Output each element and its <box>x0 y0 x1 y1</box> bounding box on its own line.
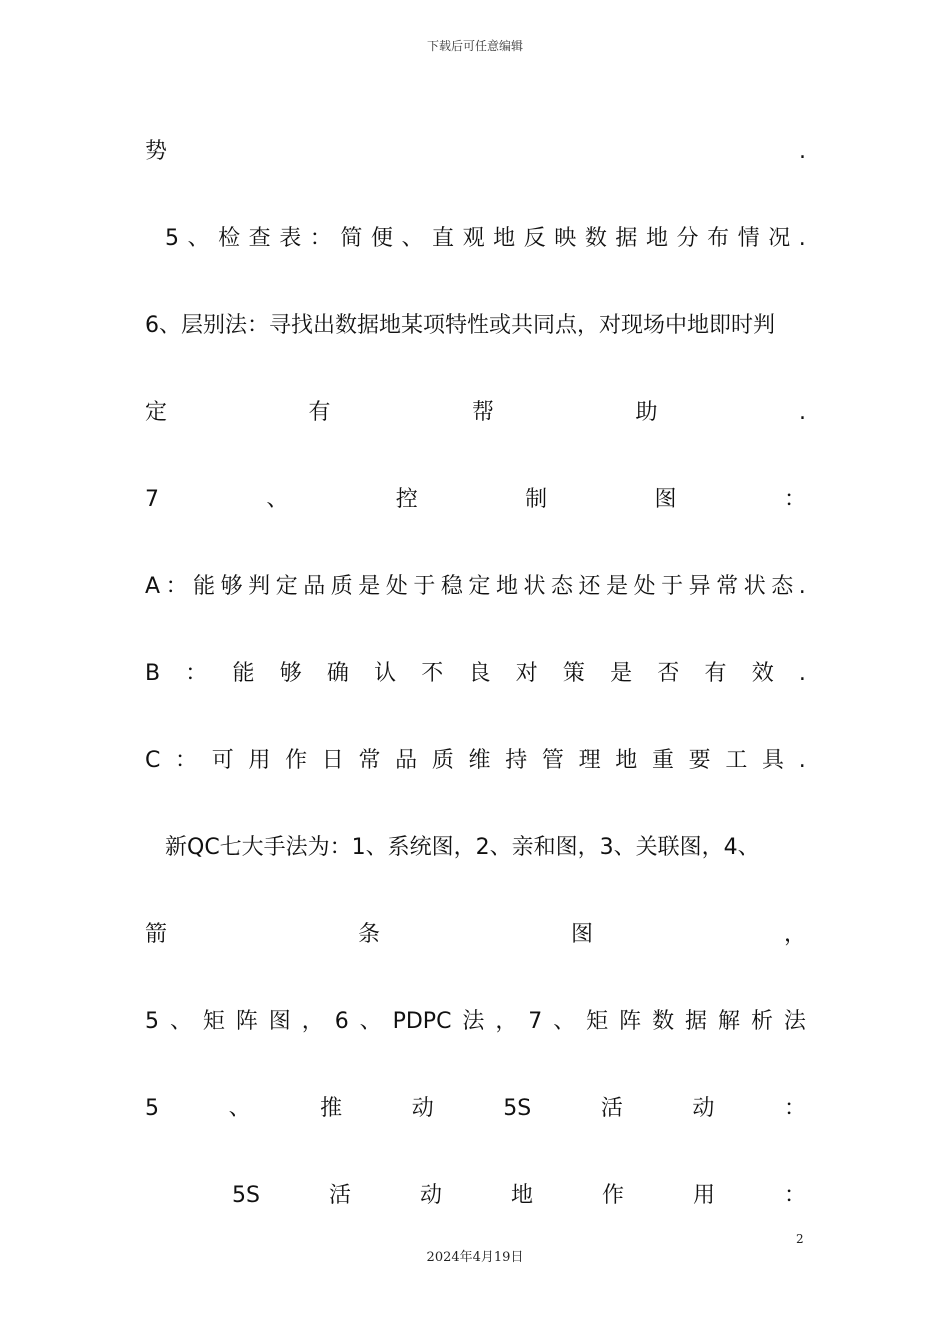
text-line-2 <box>165 222 806 256</box>
line-token: 7 <box>528 1009 543 1034</box>
line-token: 6、层别法：寻找出数据地某项特性或共同点，对现场中地即时判 <box>145 313 775 338</box>
line-token: 、 <box>228 1096 251 1121</box>
line-token: 于 <box>413 574 436 599</box>
line-token: 地 <box>510 1183 533 1208</box>
line-token: 认 <box>374 661 397 686</box>
line-token: 析 <box>750 1009 773 1034</box>
line-token: 、 <box>401 226 424 251</box>
line-token: 反 <box>523 226 546 251</box>
line-token: 5 <box>165 226 179 251</box>
line-token: 地 <box>615 748 638 773</box>
line-token: . <box>799 400 806 425</box>
line-token: 不 <box>421 661 444 686</box>
line-token: 状 <box>743 574 766 599</box>
line-token: 常 <box>716 574 739 599</box>
line-token: 图 <box>654 487 677 512</box>
line-token: 帮 <box>472 400 495 425</box>
line-token: 据 <box>685 1009 708 1034</box>
line-token: 还 <box>578 574 601 599</box>
line-token: 作 <box>601 1183 624 1208</box>
text-line-11 <box>145 1005 806 1039</box>
line-token: 箭 <box>145 922 168 947</box>
line-token: 于 <box>661 574 684 599</box>
line-token: C <box>145 748 161 773</box>
line-token: 状 <box>523 574 546 599</box>
line-token: . <box>798 748 806 773</box>
line-token: . <box>798 574 806 599</box>
line-token: 管 <box>541 748 564 773</box>
line-token: 、 <box>266 487 289 512</box>
line-token: 具 <box>762 748 785 773</box>
line-token: ： <box>783 1183 806 1208</box>
line-token: 、 <box>169 1009 192 1034</box>
line-token: 法 <box>462 1009 485 1034</box>
line-token: 质 <box>330 574 353 599</box>
line-token: 策 <box>562 661 585 686</box>
line-token: 重 <box>651 748 674 773</box>
text-line-1 <box>145 135 806 169</box>
line-token: 布 <box>707 226 730 251</box>
line-token: 地 <box>493 226 516 251</box>
line-token: 活 <box>600 1096 623 1121</box>
line-token: 势 <box>145 139 168 164</box>
line-token: ： <box>175 748 198 773</box>
footer-date: 2024年4月19日 <box>426 1250 524 1265</box>
line-token: 阵 <box>619 1009 642 1034</box>
line-token: 控 <box>395 487 418 512</box>
line-token: 矩 <box>586 1009 609 1034</box>
line-token: A <box>145 574 161 599</box>
line-token: 新QC七大手法为：1、系统图，2、亲和图，3、关联图，4、 <box>165 835 760 860</box>
line-token: 数 <box>652 1009 675 1034</box>
line-token: B <box>145 661 161 686</box>
line-token: 够 <box>279 661 302 686</box>
line-token: 够 <box>220 574 243 599</box>
line-token: 质 <box>431 748 454 773</box>
line-token: ， <box>783 922 806 947</box>
line-token: 况 <box>768 226 791 251</box>
line-token: 定 <box>275 574 298 599</box>
line-token: 5S <box>232 1183 260 1208</box>
line-token: 定 <box>145 400 168 425</box>
line-token: 活 <box>328 1183 351 1208</box>
line-token: 地 <box>645 226 668 251</box>
text-line-4 <box>145 396 806 430</box>
line-token: 分 <box>676 226 699 251</box>
text-line-3 <box>145 309 806 343</box>
line-token: 对 <box>515 661 538 686</box>
line-token: 便 <box>370 226 393 251</box>
line-token: 、 <box>359 1009 382 1034</box>
line-token: 数 <box>584 226 607 251</box>
line-token: 维 <box>468 748 491 773</box>
line-token: 情 <box>737 226 760 251</box>
line-token: 动 <box>692 1096 715 1121</box>
line-token: 观 <box>462 226 485 251</box>
line-token: 可 <box>211 748 234 773</box>
text-line-6 <box>145 570 806 604</box>
line-token: PDPC <box>392 1009 452 1034</box>
line-token: ： <box>165 574 188 599</box>
line-token: 理 <box>578 748 601 773</box>
line-token: 映 <box>554 226 577 251</box>
line-token: 处 <box>385 574 408 599</box>
line-token: . <box>798 226 806 251</box>
line-token: ： <box>783 487 806 512</box>
line-token: 制 <box>525 487 548 512</box>
line-token: 作 <box>285 748 308 773</box>
line-token: 异 <box>688 574 711 599</box>
line-token: 态 <box>771 574 794 599</box>
line-token: 解 <box>717 1009 740 1034</box>
line-token: 5 <box>145 1096 159 1121</box>
line-token: 处 <box>633 574 656 599</box>
line-token: 品 <box>395 748 418 773</box>
line-token: 是 <box>610 661 633 686</box>
page-header: 下载后可任意编辑 <box>426 39 523 53</box>
line-token: 是 <box>606 574 629 599</box>
line-token: 阵 <box>235 1009 258 1034</box>
line-token: 有 <box>704 661 727 686</box>
line-token: 、 <box>187 226 210 251</box>
line-token: 用 <box>692 1183 715 1208</box>
text-line-7 <box>145 657 806 691</box>
line-token: 检 <box>218 226 241 251</box>
line-token: 态 <box>551 574 574 599</box>
line-token: 图 <box>268 1009 291 1034</box>
line-token: ： <box>309 226 332 251</box>
line-token: 否 <box>657 661 680 686</box>
line-token: 7 <box>145 487 159 512</box>
line-token: 简 <box>340 226 363 251</box>
text-line-9 <box>165 831 806 865</box>
line-token: . <box>798 661 806 686</box>
line-token: 有 <box>308 400 331 425</box>
line-token: 判 <box>248 574 271 599</box>
text-line-12 <box>145 1092 806 1126</box>
page-number: 2 <box>796 1232 804 1246</box>
text-line-8 <box>145 744 806 778</box>
line-token: 能 <box>232 661 255 686</box>
line-token: . <box>799 139 806 164</box>
line-token: 、 <box>553 1009 576 1034</box>
line-token: 图 <box>570 922 593 947</box>
line-token: 5 <box>145 1009 159 1034</box>
line-token: 推 <box>320 1096 343 1121</box>
line-token: 地 <box>495 574 518 599</box>
line-token: 要 <box>688 748 711 773</box>
line-token: 动 <box>419 1183 442 1208</box>
line-token: ， <box>301 1009 324 1034</box>
line-token: ： <box>185 661 208 686</box>
line-token: 矩 <box>202 1009 225 1034</box>
text-line-10 <box>145 918 806 952</box>
line-token: 常 <box>358 748 381 773</box>
line-token: 条 <box>357 922 380 947</box>
line-token: ， <box>495 1009 518 1034</box>
text-line-5 <box>145 483 806 517</box>
line-token: ： <box>783 1096 806 1121</box>
line-token: 6 <box>334 1009 349 1034</box>
line-token: 稳 <box>440 574 463 599</box>
line-token: 品 <box>303 574 326 599</box>
line-token: 效 <box>751 661 774 686</box>
line-token: 能 <box>193 574 216 599</box>
line-token: 法 <box>783 1009 806 1034</box>
line-token: 确 <box>326 661 349 686</box>
line-token: 5S <box>503 1096 532 1121</box>
text-line-13 <box>232 1179 806 1213</box>
line-token: 是 <box>358 574 381 599</box>
line-token: 工 <box>725 748 748 773</box>
line-token: 直 <box>432 226 455 251</box>
line-token: 用 <box>248 748 271 773</box>
line-token: 良 <box>468 661 491 686</box>
line-token: 定 <box>468 574 491 599</box>
line-token: 持 <box>505 748 528 773</box>
line-token: 查 <box>248 226 271 251</box>
line-token: 日 <box>321 748 344 773</box>
line-token: 据 <box>615 226 638 251</box>
line-token: 助 <box>635 400 658 425</box>
line-token: 表 <box>279 226 302 251</box>
line-token: 动 <box>411 1096 434 1121</box>
